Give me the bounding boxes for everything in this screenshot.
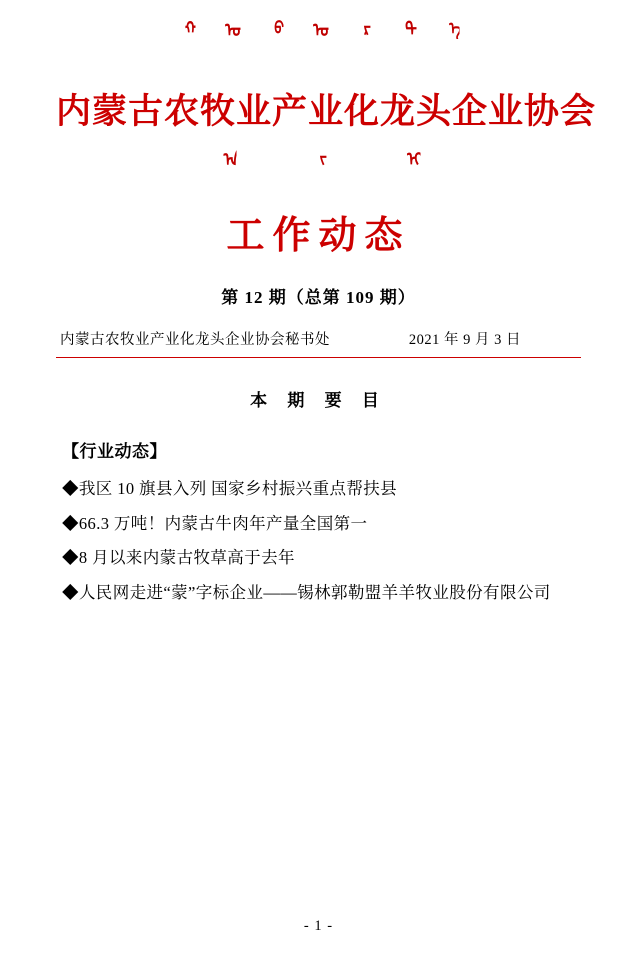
publish-date: 2021 年 9 月 3 日 — [408, 332, 521, 348]
mongolian-glyph: ᠪ — [266, 18, 284, 35]
section-heading-industry-news: 【行业动态】 — [62, 442, 167, 461]
list-item[interactable]: ◆66.3 万吨！内蒙古牛肉年产量全国第一 — [62, 513, 368, 533]
list-item[interactable]: ◆人民网走进“蒙”字标企业——锡林郭勒盟羊羊牧业股份有限公司 — [62, 582, 551, 602]
publisher-name: 内蒙古农牧业产业化龙头企业协会秘书处 — [60, 332, 330, 348]
page-number: - 1 - — [303, 918, 334, 934]
mongolian-glyph: ᠷ — [354, 18, 372, 35]
mongolian-glyph: ᠬ — [178, 18, 196, 35]
mongolian-subtitle-row — [56, 148, 581, 198]
mongolian-glyph: ᠦ — [309, 18, 329, 37]
issue-number: 第 12 期（总第 109 期） — [221, 288, 416, 307]
mongolian-glyph: ᠢ — [401, 148, 421, 167]
mongolian-glyph: ᠥ — [221, 18, 241, 37]
header-divider — [56, 357, 581, 358]
mongolian-glyph: ᠠ — [217, 148, 237, 167]
mongolian-glyph: ᠲ — [397, 18, 417, 37]
mongolian-header-row — [56, 0, 581, 80]
contents-heading: 本 期 要 目 — [250, 391, 387, 410]
mongolian-glyph: ᠵ — [310, 148, 328, 165]
list-item[interactable]: ◆8 月以来内蒙古牧草高于去年 — [62, 548, 295, 568]
list-item[interactable]: ◆我区 10 旗县入列 国家乡村振兴重点帮扶县 — [62, 479, 398, 498]
contents-list — [56, 472, 581, 611]
bulletin-title: 工作动态 — [226, 213, 411, 257]
association-title: 内蒙古农牧业产业化龙头企业协会 — [56, 92, 597, 132]
masthead-meta — [56, 328, 581, 349]
mongolian-glyph: ᠡ — [442, 18, 460, 35]
